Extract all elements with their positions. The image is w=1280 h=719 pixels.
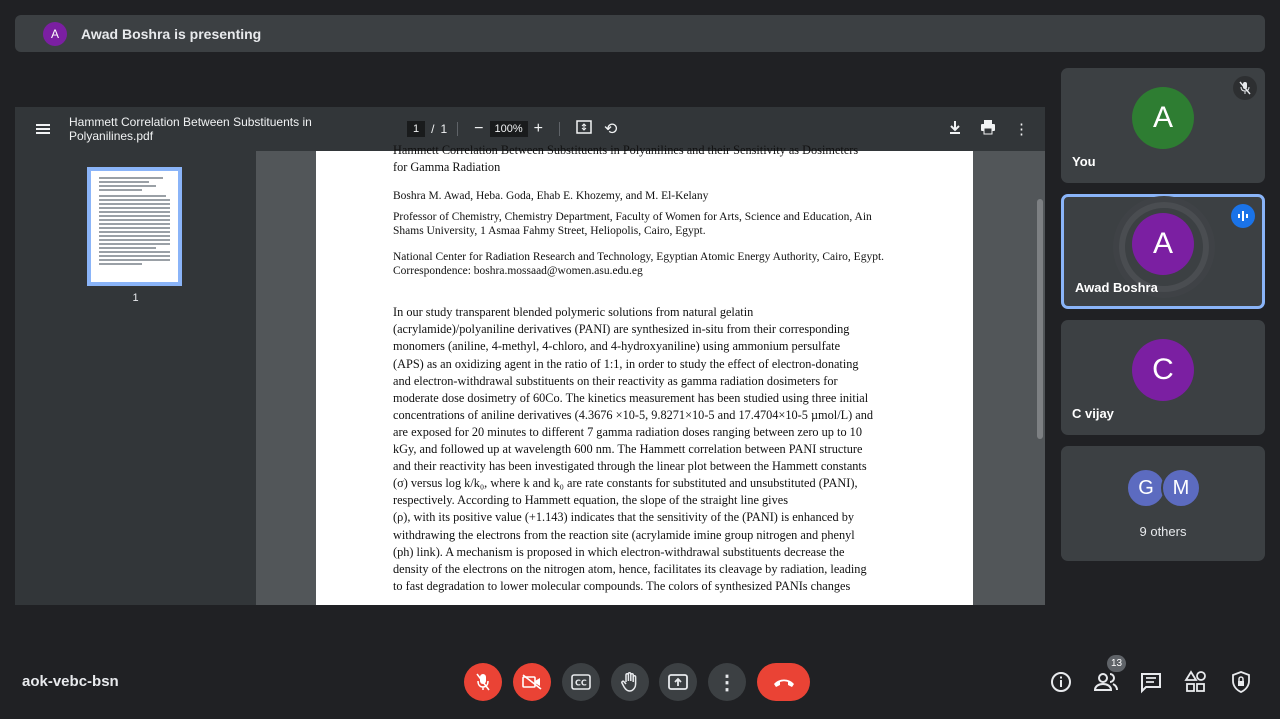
menu-icon[interactable] (36, 124, 50, 134)
mic-off-icon (1233, 76, 1257, 100)
captions-button[interactable] (562, 663, 600, 701)
others-count: 9 others (1139, 524, 1187, 539)
camera-off-icon (522, 674, 542, 690)
toolbar-divider (457, 122, 458, 136)
paper-title-line: Hammett Correlation Between Substituents in Polyanilines and their Sensitivity as Dosimeters (393, 143, 859, 157)
page-total: 1 (440, 122, 448, 136)
speaking-icon (1231, 204, 1255, 228)
page-indicator (407, 121, 447, 137)
abstract-line: (acrylamide)/polyaniline derivatives (PANI) are synthesized in-situ from their corresponding (393, 322, 850, 337)
participant-tile-you[interactable] (1061, 68, 1265, 183)
captions-icon (571, 674, 591, 690)
meeting-code: aok-vebc-bsn (22, 673, 119, 690)
fit-page-icon[interactable] (576, 120, 592, 139)
avatar: A (1132, 87, 1194, 149)
chat-icon (1140, 672, 1162, 692)
avatar: C (1132, 339, 1194, 401)
host-controls-button[interactable] (1229, 670, 1253, 694)
thumbnail-page-number: 1 (132, 292, 139, 304)
participant-tile-cvijay[interactable] (1061, 320, 1265, 435)
abstract-line: (ρ), with its positive value (+1.143) indicates that the sensitivity of the (PANI) is enhanced by (393, 510, 855, 525)
page-thumbnail[interactable] (87, 167, 182, 286)
page-separator: / (431, 122, 435, 136)
present-screen-icon (668, 674, 688, 690)
mic-off-icon (476, 673, 490, 691)
abstract-line: monomers (aniline, 4-methyl, 4-chloro, and 4-hydroxyaniline) using ammonium persulfate (393, 339, 841, 354)
affiliation-b: National Center for Radiation Research and Technology, Egyptian Atomic Energy Authority, Cairo, Egypt. (393, 251, 885, 264)
abstract-line: (σ) versus log k/k₀, where k and k₀ are rate constants for substituted and unsubstituted (PANI), (393, 476, 858, 491)
rotate-icon[interactable]: ⟲ (603, 121, 618, 138)
abstract-line: concentrations of aniline derivatives (4.3676 ×10-5, 9.8271×10-5 and 17.4704×10-5 µmol/L) and (393, 407, 874, 422)
shield-lock-icon (1231, 671, 1251, 693)
people-count-badge: 13 (1107, 655, 1126, 672)
participant-name: C vijay (1072, 406, 1114, 421)
activities-button[interactable] (1184, 670, 1208, 694)
participant-tile-others[interactable] (1061, 446, 1265, 561)
page-current-input[interactable]: 1 (407, 121, 425, 137)
leave-call-button[interactable] (757, 663, 810, 701)
zoom-level[interactable]: 100% (490, 121, 528, 137)
participant-name: You (1072, 154, 1096, 169)
abstract-line: are exposed for 20 minutes to different 7 gamma radiation doses ranging between zero up to 10 (393, 424, 862, 439)
correspondence: Correspondence: boshra.mossaad@women.asu.edu.eg (393, 265, 643, 278)
pdf-scrollbar[interactable] (1037, 199, 1043, 439)
abstract-line: withdrawing the electrons from the reaction site (acrylamide imine group nitrogen and phenyl (393, 527, 855, 542)
info-icon (1050, 671, 1072, 693)
abstract-line: kGy, and followed up at wavelength 600 nm. The Hammett correlation between PANI structure (393, 442, 863, 457)
more-vert-icon: ⋮ (717, 671, 737, 694)
hand-icon (621, 672, 639, 692)
thumbnail-sidebar (15, 151, 256, 605)
chat-button[interactable] (1139, 670, 1163, 694)
abstract-line: density of the electrons on the nitrogen atom, hence, facilitates its cleavage by radiation, leading (393, 561, 867, 576)
raise-hand-button[interactable] (611, 663, 649, 701)
present-button[interactable] (659, 663, 697, 701)
avatar: G (1126, 468, 1166, 508)
abstract-line: (ph) link). A mechanism is proposed in which electron-withdrawal substituents decrease the (393, 544, 845, 559)
presentation-stage (15, 107, 1045, 605)
abstract-line: and their reactivity has been investigated through the linear plot between the Hammett constants (393, 459, 867, 474)
participant-name: Awad Boshra (1075, 280, 1158, 295)
abstract-line: In our study transparent blended polymeric solutions from natural gelatin (393, 305, 754, 320)
avatar: M (1161, 468, 1201, 508)
affiliation-a: Professor of Chemistry, Chemistry Department, Faculty of Women for Arts, Science and Education, Ain Shams University, 1 Asmaa Fahmy Street, Heliopolis, Cairo, Egypt. (393, 211, 872, 238)
people-icon (1094, 672, 1118, 692)
participant-tile-presenter[interactable] (1061, 194, 1265, 309)
hangup-icon (772, 676, 796, 688)
zoom-in-icon[interactable]: + (533, 120, 543, 137)
abstract-line: respectively. According to Hammett equation, the slope of the straight line gives (393, 493, 788, 508)
avatar: A (1132, 213, 1194, 275)
paper-title-line: for Gamma Radiation (393, 160, 501, 175)
abstract-line: to fast degradation to lower molecular compounds. The colors of synthesized PANIs changes (393, 578, 851, 593)
camera-toggle-button[interactable] (513, 663, 551, 701)
people-button[interactable] (1094, 670, 1118, 694)
presenting-banner (15, 15, 1265, 52)
paper-authors: Boshra M. Awad, Heba. Goda, Ehab E. Khozemy, and M. El-Kelany (393, 190, 709, 203)
zoom-out-icon[interactable]: − (474, 120, 484, 137)
svg-text:CC: CC (575, 678, 587, 688)
download-icon[interactable] (948, 120, 962, 138)
abstract-line: and electron-withdrawal substituents on their reactivity as gamma radiation dosimeters for (393, 373, 838, 388)
toolbar-divider (559, 122, 560, 136)
pdf-page (316, 143, 973, 605)
abstract-line: moderate dose dosimetry of 60Co. The kinetics measurement has been studied using three initial (393, 390, 869, 405)
more-options-icon[interactable]: ⋮ (1014, 121, 1029, 138)
more-options-button[interactable] (708, 663, 746, 701)
pdf-filename: Hammett Correlation Between Substituents in Polyanilines.pdf (69, 115, 312, 143)
activities-icon (1185, 671, 1207, 693)
print-icon[interactable] (980, 120, 996, 138)
presenter-avatar: A (43, 22, 67, 46)
abstract-text (393, 304, 897, 595)
meeting-info-button[interactable] (1049, 670, 1073, 694)
abstract-line: (APS) as an oxidizing agent in the ratio of 1:1, in order to study the effect of electron-donating (393, 356, 859, 371)
presenting-text: Awad Boshra is presenting (81, 25, 262, 42)
mic-toggle-button[interactable] (464, 663, 502, 701)
